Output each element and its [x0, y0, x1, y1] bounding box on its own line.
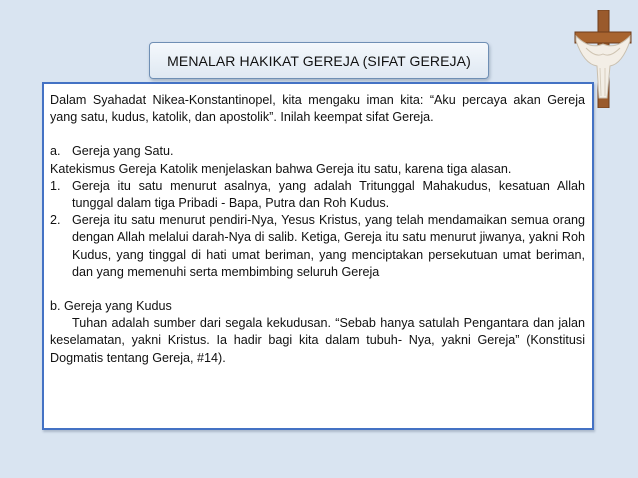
spacer [50, 126, 585, 143]
list-item-marker: 2. [50, 213, 61, 228]
section-b-paragraph: Tuhan adalah sumber dari segala kekudusan. “Sebab hanya satulah Pengantara dan jalan keselamatan, yakni Kristus. Ia hadir bagi kita dalam tubuh- Nya, yakni Gereja” (Konstitusi Dogmatis tentang Gereja, #14). [50, 316, 585, 365]
slide-title [149, 42, 489, 79]
intro-paragraph: Dalam Syahadat Nikea-Konstantinopel, kita mengaku iman kita: “Aku percaya akan Gereja yang satu, kudus, katolik, dan apostolik”. Inilah keempat sifat Gereja. [50, 93, 585, 125]
section-a-heading [50, 143, 585, 160]
section-a-lead: Katekismus Gereja Katolik menjelaskan bahwa Gereja itu satu, karena tiga alasan. [50, 161, 512, 176]
list-item-marker: 1. [50, 178, 61, 193]
spacer [50, 281, 585, 298]
section-a-marker: a. [50, 144, 61, 159]
slide-title-text: MENALAR HAKIKAT GEREJA (SIFAT GEREJA) [167, 52, 471, 69]
section-b-heading: b. Gereja yang Kudus [50, 299, 172, 314]
section-a-heading-text: Gereja yang Satu. [72, 144, 174, 159]
list-item [50, 212, 585, 281]
list-item [50, 178, 585, 212]
list-item-text: Gereja itu satu menurut asalnya, yang adalah Tritunggal Mahakudus, kesatuan Allah tunggal dalam tiga Pribadi - Bapa, Putra dan Roh Kudus. [72, 178, 585, 211]
list-item-text: Gereja itu satu menurut pendiri-Nya, Yesus Kristus, yang telah mendamaikan semua orang dengan Allah melalui darah-Nya di salib. Ketiga, Gereja itu satu menurut jiwanya, yakni Roh Kudus, yang tinggal di hati umat beriman, yang menciptakan persekutuan umat beriman, dan yang memenuhi serta membimbing seluruh Gereja [72, 213, 585, 279]
content-box [42, 82, 594, 430]
